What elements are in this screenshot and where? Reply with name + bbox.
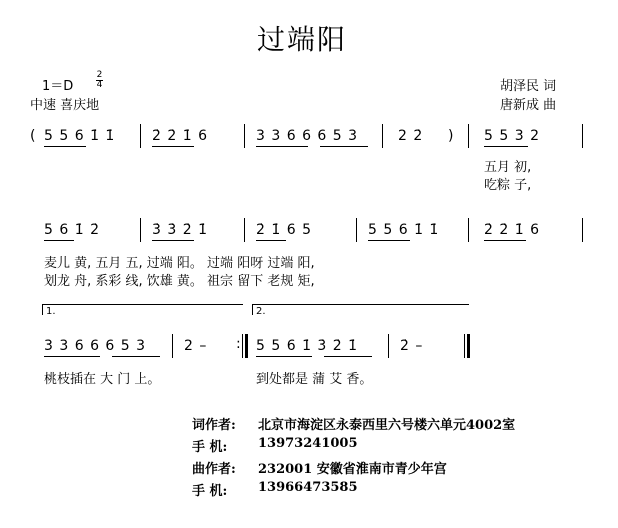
composer-label: 曲作者: bbox=[192, 462, 236, 477]
key-signature: 1＝D bbox=[42, 79, 74, 94]
lyric-line: 麦儿 黄, 五月 五, 过端 阳。 过端 阳呀 过端 阳, bbox=[44, 256, 315, 271]
barline-thick bbox=[245, 334, 248, 358]
barline bbox=[140, 218, 141, 242]
beam bbox=[152, 240, 194, 241]
tempo-marking: 中速 喜庆地 bbox=[30, 98, 100, 113]
barline bbox=[244, 218, 245, 242]
lyric-line: 吃粽 子, bbox=[484, 178, 532, 193]
measure: 2̇ 1̇ 6 5 bbox=[256, 222, 312, 238]
barline bbox=[582, 218, 583, 242]
lyric-line: 到处都是 蒲 艾 香。 bbox=[256, 372, 373, 387]
barline bbox=[382, 124, 383, 148]
open-paren: ( bbox=[30, 128, 37, 144]
beam bbox=[320, 146, 368, 147]
measure: 2̇ 2̇ 1̇ 6 bbox=[484, 222, 540, 238]
lyric-line: 划龙 舟, 系彩 线, 饮雄 黄。 祖宗 留下 老规 矩, bbox=[44, 274, 315, 289]
barline bbox=[388, 334, 389, 358]
beam bbox=[256, 356, 312, 357]
time-signature bbox=[96, 71, 103, 90]
barline bbox=[356, 218, 357, 242]
phone-label: 手 机: bbox=[192, 440, 228, 455]
beam bbox=[44, 146, 86, 147]
measure: 2̇ – bbox=[400, 338, 424, 354]
measure: 3 3 6 6 6 5 3 bbox=[44, 338, 147, 354]
lyric-line: 五月 初, bbox=[484, 160, 532, 175]
measure: 5 5 6 1̇ 1̇ bbox=[44, 128, 116, 144]
lyricist-credit: 胡泽民 词 bbox=[500, 79, 557, 94]
barline bbox=[172, 334, 173, 358]
beam bbox=[368, 240, 410, 241]
barline bbox=[244, 124, 245, 148]
measure: 5 6 1̇ 2̇ bbox=[44, 222, 100, 238]
barline bbox=[468, 124, 469, 148]
time-sig-top: 2 bbox=[96, 70, 103, 80]
phone-label: 手 机: bbox=[192, 484, 228, 499]
volta-bracket-2 bbox=[252, 304, 469, 315]
lyricist-phone: 13973241005 bbox=[258, 436, 358, 451]
measure: 5 5 6 1̇ 3̇ 2̇ 1̇ bbox=[256, 338, 359, 354]
volta-label-1: 1. bbox=[46, 306, 56, 317]
beam bbox=[44, 356, 100, 357]
measure: 2 – bbox=[184, 338, 208, 354]
lyricist-address: 北京市海淀区永泰西里六号楼六单元4002室 bbox=[258, 418, 516, 433]
lyric-line: 桃枝插在 大 门 上。 bbox=[44, 372, 161, 387]
composer-phone: 13966473585 bbox=[258, 480, 358, 495]
close-paren: ) bbox=[448, 128, 455, 144]
repeat-dots: : bbox=[236, 336, 241, 352]
barline bbox=[140, 124, 141, 148]
beam bbox=[324, 356, 372, 357]
composer-address: 232001 安徽省淮南市青少年宫 bbox=[258, 462, 447, 477]
lyricist-label: 词作者: bbox=[192, 418, 236, 433]
beam bbox=[256, 146, 308, 147]
beam bbox=[484, 146, 528, 147]
beam bbox=[152, 146, 194, 147]
beam bbox=[484, 240, 526, 241]
measure: 2̇ 2̇ 1̇ 6 bbox=[152, 128, 208, 144]
volta-label-2: 2. bbox=[256, 306, 266, 317]
barline bbox=[582, 124, 583, 148]
measure: 5 5 3 2 bbox=[484, 128, 540, 144]
measure: 3̇ 3̇ 2̇ 1̇ bbox=[152, 222, 208, 238]
barline bbox=[242, 334, 243, 358]
final-barline-thick bbox=[467, 334, 470, 358]
barline bbox=[468, 218, 469, 242]
time-sig-bottom: 4 bbox=[96, 80, 103, 90]
volta-bracket-1 bbox=[42, 304, 243, 315]
measure: 3 3 6 6 6 5 3 bbox=[256, 128, 359, 144]
song-title: 过端阳 bbox=[257, 23, 348, 56]
beam bbox=[112, 356, 160, 357]
measure: 2 2̇ bbox=[398, 128, 424, 144]
beam bbox=[256, 240, 286, 241]
beam bbox=[44, 240, 74, 241]
measure: 5 5 6 1̇ 1̇ bbox=[368, 222, 440, 238]
composer-credit: 唐新成 曲 bbox=[500, 98, 557, 113]
final-barline-thin bbox=[464, 334, 465, 358]
